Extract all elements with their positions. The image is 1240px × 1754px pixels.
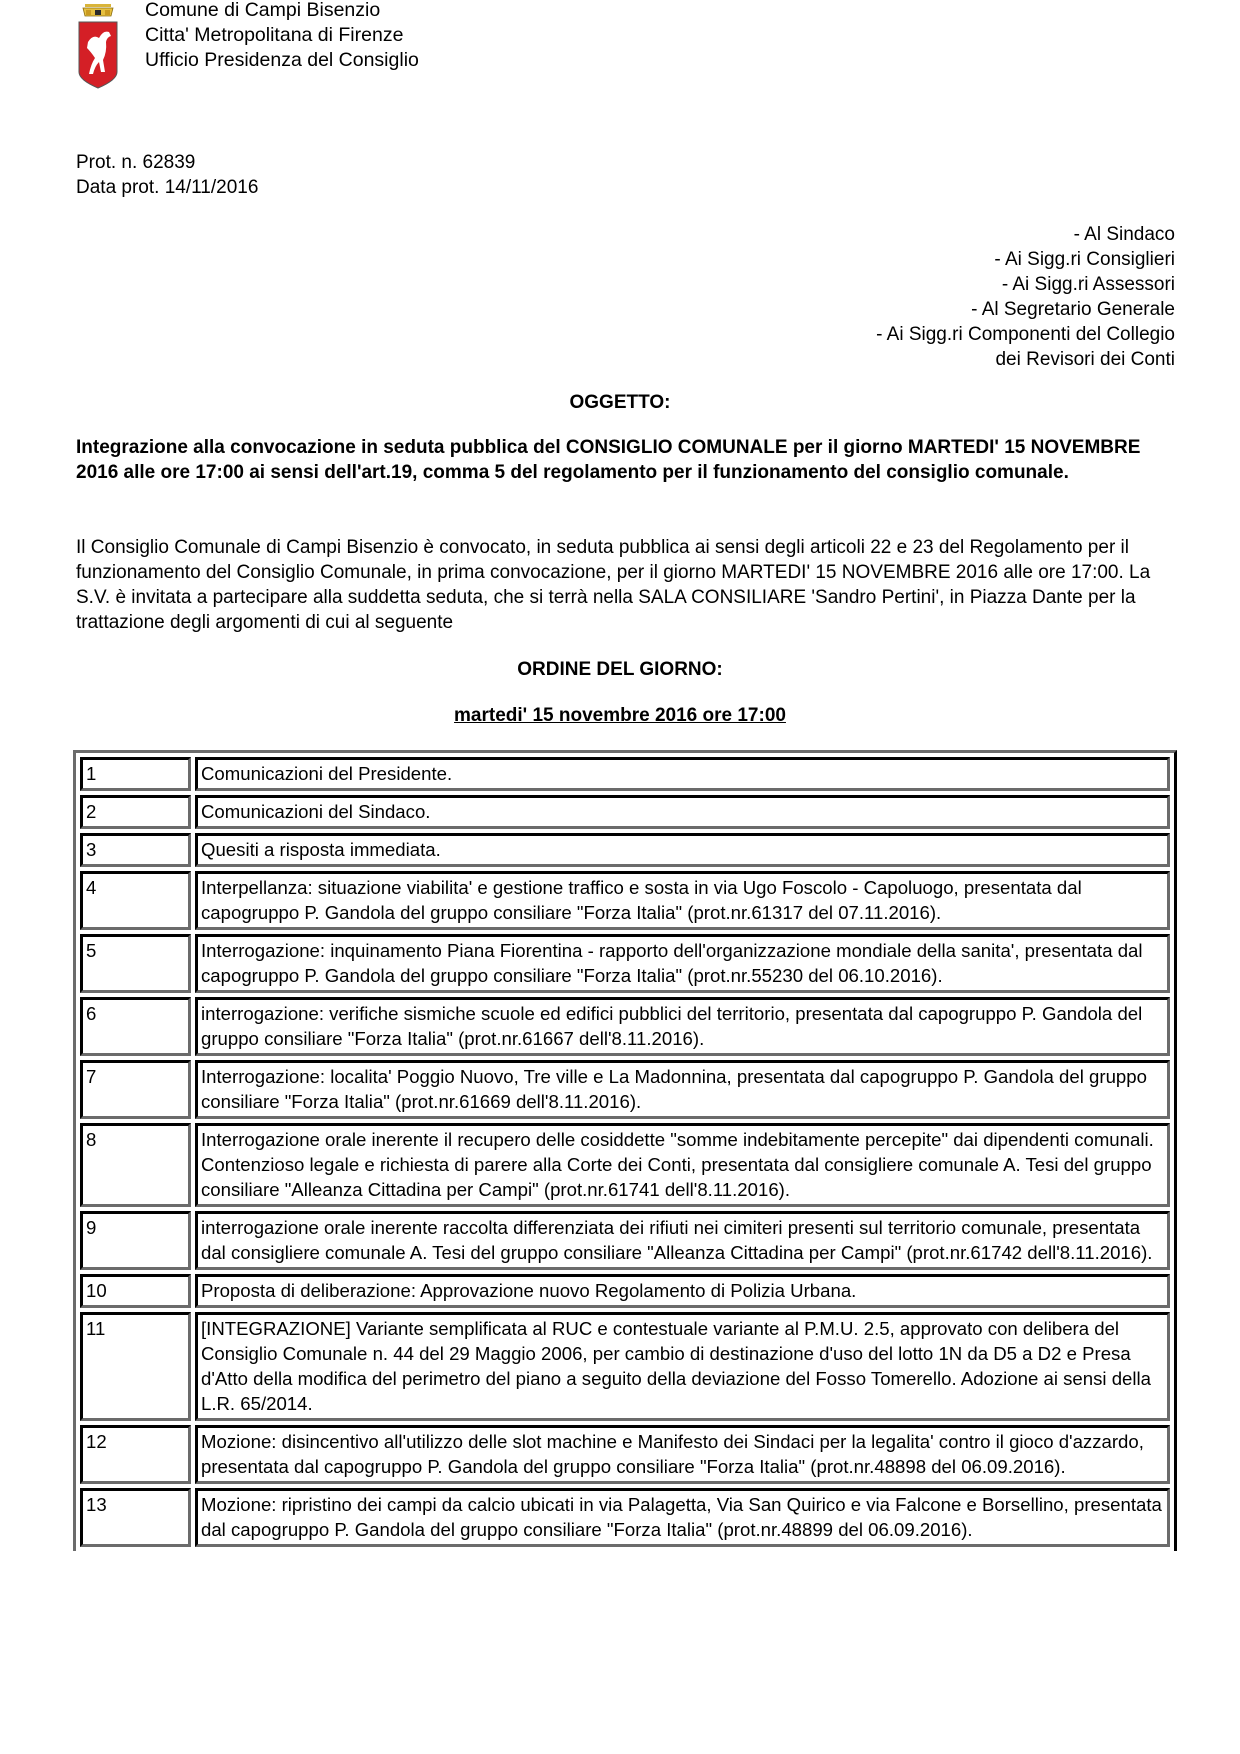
agenda-item-text: [INTEGRAZIONE] Variante semplificata al RUC e contestuale variante al P.M.U. 2.5, approvato con delibera del Consiglio Comunale n. 44 del 29 Maggio 2006, per cambio di destinazione d'uso del lotto 1N da D5 a D2 e Presa d'Atto della modifica del perimetro del piano a seguito della deviazione del Fosso Tomerello. Adozione ai sensi della L.R. 65/2014. bbox=[195, 1312, 1170, 1421]
agenda-item-number: 4 bbox=[80, 871, 191, 930]
protocol-date: Data prot. 14/11/2016 bbox=[76, 177, 259, 198]
subject-text: Integrazione alla convocazione in seduta pubblica del CONSIGLIO COMUNALE per il giorno MARTEDI' 15 NOVEMBRE 2016 alle ore 17:00 ai sensi dell'art.19, comma 5 del regolamento per il funzionamento del consiglio comunale. bbox=[76, 437, 1141, 483]
agenda-item-number: 12 bbox=[80, 1425, 191, 1484]
subject-label: OGGETTO: bbox=[569, 392, 671, 413]
protocol-block bbox=[76, 150, 258, 200]
table-row bbox=[80, 1274, 1170, 1308]
session-date: martedi' 15 novembre 2016 ore 17:00 bbox=[454, 705, 786, 726]
table-row bbox=[80, 1123, 1170, 1207]
agenda-item-number: 5 bbox=[80, 934, 191, 993]
agenda-item-text: Mozione: ripristino dei campi da calcio ubicati in via Palagetta, Via San Quirico e via Falcone e Borsellino, presentata dal capogruppo P. Gandola del gruppo consiliare "Forza Italia" (prot.nr.48899 del 06.09.2016). bbox=[195, 1488, 1170, 1547]
agenda-item-text: Comunicazioni del Sindaco. bbox=[195, 795, 1170, 829]
table-row bbox=[80, 871, 1170, 930]
agenda-item-text: interrogazione orale inerente raccolta differenziata dei rifiuti nei cimiteri presenti sul territorio comunale, presentata dal consigliere comunale A. Tesi del gruppo consiliare "Alleanza Cittadina per Campi" (prot.nr.61742 dell'8.11.2016). bbox=[195, 1211, 1170, 1270]
agenda-item-text: Quesiti a risposta immediata. bbox=[195, 833, 1170, 867]
agenda-item-number: 11 bbox=[80, 1312, 191, 1421]
agenda-item-number: 13 bbox=[80, 1488, 191, 1547]
header-line-municipality: Comune di Campi Bisenzio bbox=[145, 0, 381, 21]
agenda-item-number: 6 bbox=[80, 997, 191, 1056]
header-line-office: Ufficio Presidenza del Consiglio bbox=[145, 49, 419, 71]
agenda-item-number: 7 bbox=[80, 1060, 191, 1119]
table-row bbox=[80, 757, 1170, 791]
agenda-item-text: Interrogazione: localita' Poggio Nuovo, Tre ville e La Madonnina, presentata dal capogruppo P. Gandola del gruppo consiliare "Forza Italia" (prot.nr.61669 dell'8.11.2016). bbox=[195, 1060, 1170, 1119]
recipient: - Al Segretario Generale bbox=[971, 299, 1175, 320]
agenda-item-number: 3 bbox=[80, 833, 191, 867]
agenda-item-text: Mozione: disincentivo all'utilizzo delle slot machine e Manifesto dei Sindaci per la legalita' contro il gioco d'azzardo, presentata dal capogruppo P. Gandola del gruppo consiliare "Forza Italia" (prot.nr.48898 del 06.09.2016). bbox=[195, 1425, 1170, 1484]
table-row bbox=[80, 1312, 1170, 1421]
table-row bbox=[80, 934, 1170, 993]
agenda-item-text: Interrogazione orale inerente il recupero delle cosiddette "somme indebitamente percepite" dai dipendenti comunali. Contenzioso legale e richiesta di parere alla Corte dei Conti, presentata dal consigliere comunale A. Tesi del gruppo consiliare "Alleanza Cittadina per Campi" (prot.nr.61741 dell'8.11.2016). bbox=[195, 1123, 1170, 1207]
agenda-item-text: Comunicazioni del Presidente. bbox=[195, 757, 1170, 791]
table-row bbox=[80, 997, 1170, 1056]
table-row bbox=[80, 795, 1170, 829]
table-row bbox=[80, 833, 1170, 867]
agenda-item-number: 10 bbox=[80, 1274, 191, 1308]
table-row bbox=[80, 1488, 1170, 1547]
header-line-metro-city: Citta' Metropolitana di Firenze bbox=[145, 24, 404, 46]
agenda-table bbox=[73, 750, 1177, 1551]
table-row bbox=[80, 1425, 1170, 1484]
office-header bbox=[145, 0, 419, 73]
agenda-item-number: 1 bbox=[80, 757, 191, 791]
recipient: - Ai Sigg.ri Consiglieri bbox=[994, 249, 1175, 270]
recipient: - Al Sindaco bbox=[1073, 224, 1175, 245]
coat-of-arms-icon bbox=[73, 2, 123, 90]
recipient: - Ai Sigg.ri Assessori bbox=[1001, 274, 1175, 295]
recipient: dei Revisori dei Conti bbox=[995, 349, 1175, 370]
agenda-item-text: Proposta di deliberazione: Approvazione nuovo Regolamento di Polizia Urbana. bbox=[195, 1274, 1170, 1308]
agenda-item-number: 2 bbox=[80, 795, 191, 829]
agenda-item-number: 8 bbox=[80, 1123, 191, 1207]
recipients-list bbox=[876, 222, 1175, 372]
recipient: - Ai Sigg.ri Componenti del Collegio bbox=[876, 324, 1175, 345]
protocol-number: Prot. n. 62839 bbox=[76, 152, 196, 173]
agenda-item-number: 9 bbox=[80, 1211, 191, 1270]
table-row bbox=[80, 1060, 1170, 1119]
convocation-paragraph: Il Consiglio Comunale di Campi Bisenzio è convocato, in seduta pubblica ai sensi degli articoli 22 e 23 del Regolamento per il funzionamento del Consiglio Comunale, in prima convocazione, per il giorno MARTEDI' 15 NOVEMBRE 2016 alle ore 17:00. La S.V. è invitata a partecipare alla suddetta seduta, che si terrà nella SALA CONSILIARE 'Sandro Pertini', in Piazza Dante per la trattazione degli argomenti di cui al seguente bbox=[76, 537, 1151, 633]
agenda-item-text: interrogazione: verifiche sismiche scuole ed edifici pubblici del territorio, presentata dal capogruppo P. Gandola del gruppo consiliare "Forza Italia" (prot.nr.61667 dell'8.11.2016). bbox=[195, 997, 1170, 1056]
table-row bbox=[80, 1211, 1170, 1270]
agenda-heading: ORDINE DEL GIORNO: bbox=[517, 659, 723, 680]
agenda-item-text: Interrogazione: inquinamento Piana Fiorentina - rapporto dell'organizzazione mondiale della sanita', presentata dal capogruppo P. Gandola del gruppo consiliare "Forza Italia" (prot.nr.55230 del 06.10.2016). bbox=[195, 934, 1170, 993]
agenda-item-text: Interpellanza: situazione viabilita' e gestione traffico e sosta in via Ugo Foscolo - Capoluogo, presentata dal capogruppo P. Gandola del gruppo consiliare "Forza Italia" (prot.nr.61317 del 07.11.2016). bbox=[195, 871, 1170, 930]
